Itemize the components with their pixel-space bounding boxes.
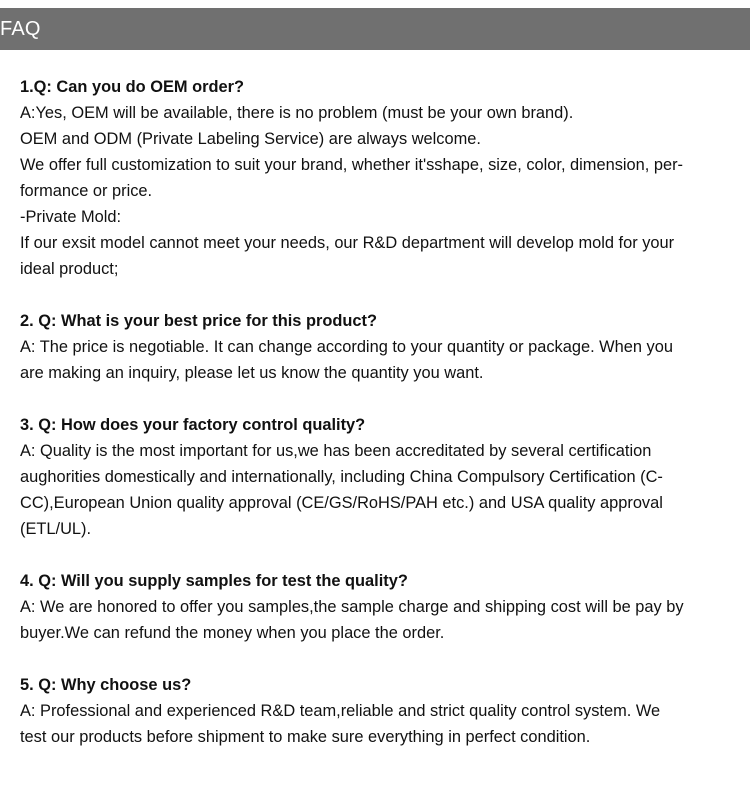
faq-answer-line: CC),European Union quality approval (CE/GS/RoHS/PAH etc.) and USA quality approval xyxy=(20,494,663,512)
faq-answer-line: A:Yes, OEM will be available, there is no problem (must be your own brand). xyxy=(20,104,574,122)
faq-answer-line: ideal product; xyxy=(20,260,119,278)
faq-answer-line: If our exsit model cannot meet your needs, our R&D department will develop mold for your xyxy=(20,234,675,252)
faq-answer-line: A: We are honored to offer you samples,the sample charge and shipping cost will be pay by xyxy=(20,598,684,616)
faq-item-1 xyxy=(20,74,732,282)
faq-answer-line: are making an inquiry, please let us know the quantity you want. xyxy=(20,364,484,382)
faq-answer-line: OEM and ODM (Private Labeling Service) are always welcome. xyxy=(20,130,481,148)
faq-answer-line: We offer full customization to suit your brand, whether it'sshape, size, color, dimension, per- xyxy=(20,156,684,174)
faq-answer-line: buyer.We can refund the money when you place the order. xyxy=(20,624,445,642)
faq-question: 1.Q: Can you do OEM order? xyxy=(20,78,245,96)
faq-item-2 xyxy=(20,308,732,386)
faq-item-4 xyxy=(20,568,732,646)
faq-answer-line: formance or price. xyxy=(20,182,153,200)
faq-answer-line: A: Quality is the most important for us,we has been accreditated by several certification xyxy=(20,442,652,460)
faq-answer-line: A: Professional and experienced R&D team,reliable and strict quality control system. We xyxy=(20,702,661,720)
faq-item-5 xyxy=(20,672,732,750)
faq-answer-line: (ETL/UL). xyxy=(20,520,92,538)
faq-question: 4. Q: Will you supply samples for test the quality? xyxy=(20,572,408,590)
faq-answer-line: test our products before shipment to make sure everything in perfect condition. xyxy=(20,728,591,746)
faq-question: 3. Q: How does your factory control quality? xyxy=(20,416,366,434)
faq-question: 5. Q: Why choose us? xyxy=(20,676,192,694)
faq-item-3 xyxy=(20,412,732,542)
faq-answer-line: -Private Mold: xyxy=(20,208,122,226)
faq-answer-line: A: The price is negotiable. It can change according to your quantity or package. When you xyxy=(20,338,673,356)
faq-content xyxy=(20,74,732,776)
faq-answer-line: aughorities domestically and internationally, including China Compulsory Certification (C- xyxy=(20,468,663,486)
faq-header-title: FAQ xyxy=(0,18,41,40)
faq-question: 2. Q: What is your best price for this product? xyxy=(20,312,377,330)
faq-header-bar xyxy=(0,8,750,50)
